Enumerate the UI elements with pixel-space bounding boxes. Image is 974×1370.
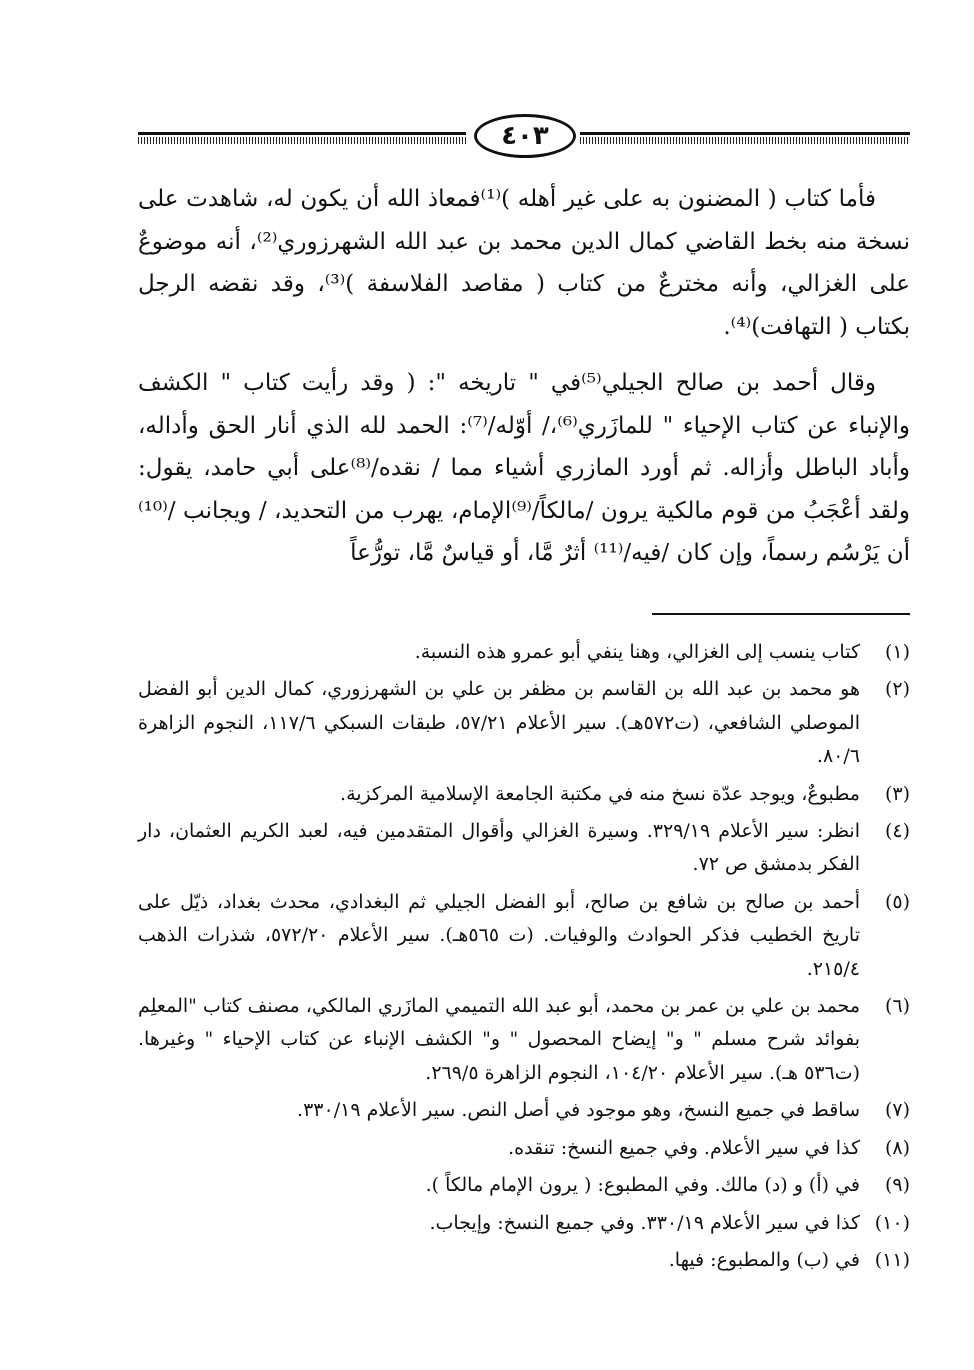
footnote-number: (٦) [884, 995, 910, 1018]
header-rule-right [580, 132, 910, 144]
footnote-6 [138, 990, 910, 1090]
footnote-5 [138, 886, 910, 986]
footnote-number: (٧) [884, 1099, 910, 1122]
page-number-badge [474, 114, 576, 158]
footnote-number: (١١) [874, 1248, 910, 1271]
footnote-number: (١) [884, 641, 910, 663]
footnote-text: كذا في سير الأعلام ٣٣٠/١٩. وفي جميع النسخ: وإيجاب. [429, 1211, 860, 1234]
footnote-text: محمد بن علي بن عمر بن محمد، أبو عبد الله التميمي المازَري المالكي، مصنف كتاب "المعلِم بفوائد شرح مسلم " و" إيضاح المحصول " و" الكشف الإنباء عن كتاب الإحياء " وغيرها.(ت٥٣٦ هـ). سير الأعلام ١٠٤/٢٠، النجوم الزاهرة ٢٦٩/٥. [138, 995, 860, 1084]
footnote-number: (٢) [884, 678, 910, 701]
footnote-2 [138, 673, 910, 773]
paragraph-1: فأما كتاب ( المضنون به على غير أهله )⁽¹⁾فمعاذ الله أن يكون له، شاهدت على نسخة منه بخط القاضي كمال الدين محمد بن عبد الله الشهرزوري⁽²⁾، أنه موضوعٌ على الغزالي، وأنه مخترعٌ من كتاب ( مقاصد الفلاسفة )⁽³⁾، وقد نقضه الرجل بكتاب ( التهافت)⁽⁴⁾. [138, 186, 911, 340]
footnote-1 [138, 636, 910, 669]
footnote-number: (٩) [884, 1174, 910, 1197]
page-header [138, 106, 910, 166]
footnote-text: مطبوعٌ، ويوجد عدّة نسخ منه في مكتبة الجامعة الإسلامية المركزية. [340, 782, 860, 805]
footnote-number: (١٠) [874, 1211, 910, 1234]
footnote-text: أحمد بن صالح بن شافع بن صالح، أبو الفضل الجيلي ثم البغدادي، محدث بغداد، ذيّل على تاريخ الخطيب فذكر الحوادث والوفيات. (ت ٥٦٥هـ). سير الأعلام ٥٧٢/٢٠، شذرات الذهب ٢١٥/٤. [138, 890, 860, 980]
footnote-11 [138, 1244, 910, 1277]
footnote-8 [138, 1132, 910, 1165]
header-rule-left [138, 132, 466, 144]
footnote-text: في (ب) والمطبوع: فيها. [668, 1248, 860, 1271]
main-text [138, 178, 910, 589]
footnote-text: في (أ) و (د) مالك. وفي المطبوع: ( يرون الإمام مالكاً ). [425, 1174, 860, 1197]
footnote-number: (٨) [884, 1136, 910, 1159]
footnote-number: (٤) [884, 820, 910, 843]
footnote-7 [138, 1094, 910, 1127]
footnote-separator [652, 613, 910, 615]
footnote-3 [138, 778, 910, 811]
footnote-number: (٣) [884, 782, 910, 805]
footnote-10 [138, 1207, 910, 1240]
footnote-4 [138, 815, 910, 882]
footnote-text: هو محمد بن عبد الله بن القاسم بن مظفر بن علي بن الشهرزوري، كمال الدين أبو الفضل الموصلي الشافعي، (ت٥٧٢هـ). سير الأعلام ٥٧/٢١، طبقات السبكي ١١٧/٦، النجوم الزاهرة ٨٠/٦. [138, 678, 860, 768]
footnote-text: كذا في سير الأعلام. وفي جميع النسخ: تنقده. [508, 1136, 860, 1159]
footnote-text: ساقط في جميع النسخ، وهو موجود في أصل النص. سير الأعلام ٣٣٠/١٩. [297, 1099, 860, 1122]
footnote-9 [138, 1169, 910, 1202]
footnotes-list [138, 636, 910, 1281]
page-number: ٤٠٣ [501, 121, 549, 151]
footnote-text: كتاب ينسب إلى الغزالي، وهنا ينفي أبو عمرو هذه النسبة. [414, 641, 860, 663]
paragraph-2: وقال أحمد بن صالح الجيلي⁽⁵⁾في " تاريخه ": ( وقد رأيت كتاب " الكشف والإنباء عن كتاب الإحياء " للمازَري⁽⁶⁾،/ أوّله/⁽⁷⁾: الحمد لله الذي أنار الحق وأداله، وأباد الباطل وأزاله. ثم أورد المازري أشياء مما / نقده/⁽⁸⁾على أبي حامد، يقول: ولقد أعْجَبُ من قوم مالكية يرون /مالكاً/⁽⁹⁾الإمام، يهرب من التحديد، / ويجانب /⁽¹⁰⁾ أن يَرْسُم رسماً، وإن كان /فيه/⁽¹¹⁾ أثرٌ مَّا، أو قياسٌ مَّا، تورُّعاً [138, 370, 911, 566]
footnote-text: انظر: سير الأعلام ٣٢٩/١٩. وسيرة الغزالي وأقوال المتقدمين فيه، لعبد الكريم العثمان، دار الفكر بدمشق ص ٧٢. [138, 820, 860, 876]
footnote-number: (٥) [884, 890, 910, 913]
